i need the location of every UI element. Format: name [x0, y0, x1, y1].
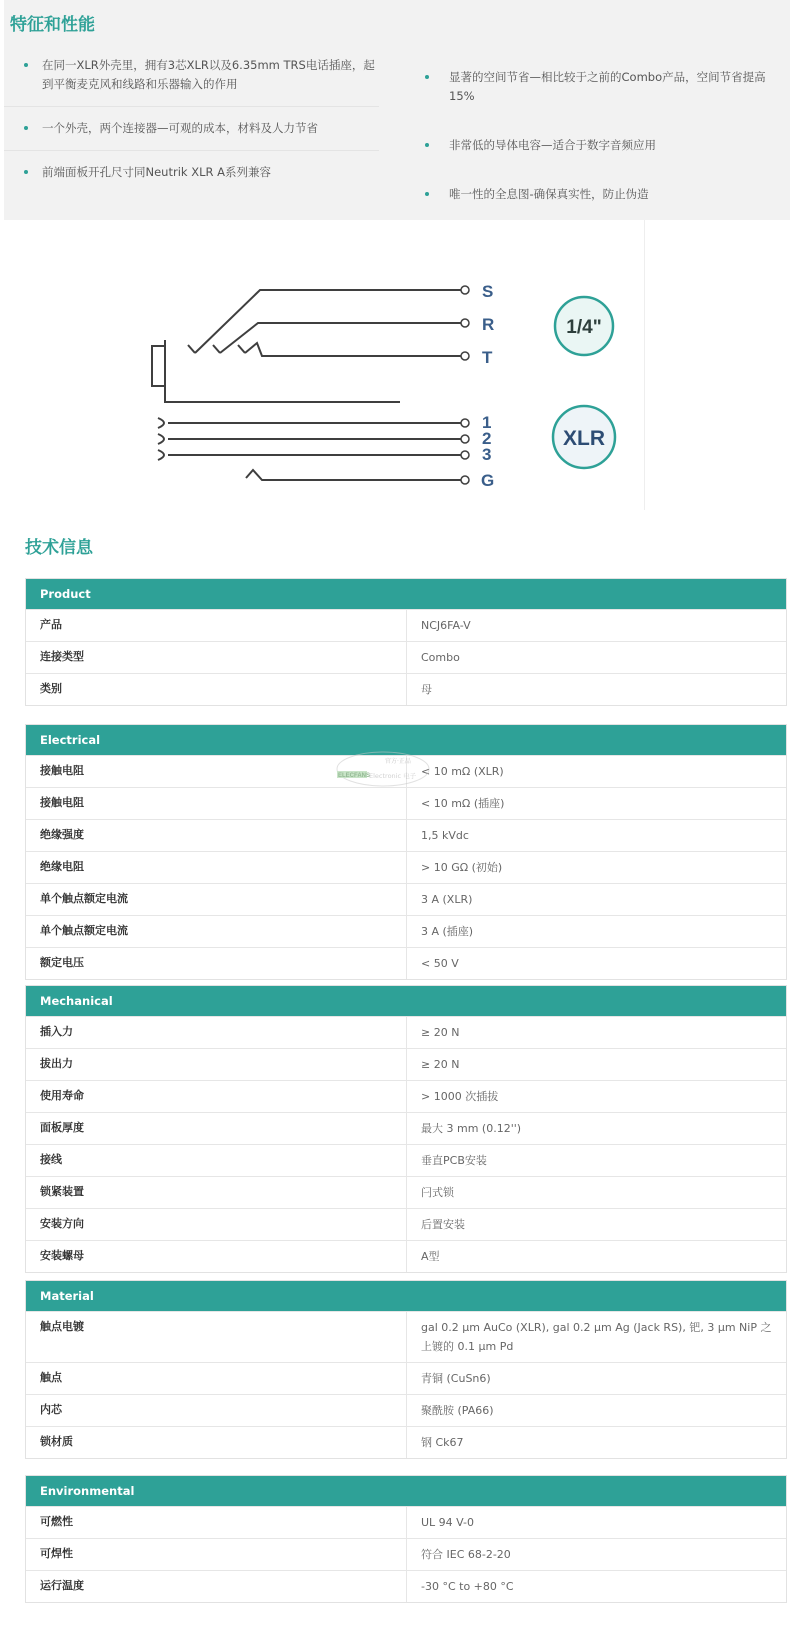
feature-item: 显著的空间节省—相比较于之前的Combo产品，空间节省提高15%: [414, 56, 789, 118]
table-row: 接触电阻 < 10 mΩ (插座): [26, 787, 786, 819]
table-row: 使用寿命 > 1000 次插拔: [26, 1080, 786, 1112]
spec-header: Product: [26, 579, 786, 609]
feature-item: 非常低的导体电容—适合于数字音频应用: [414, 118, 789, 167]
feature-item: 唯一性的全息图-确保真实性，防止伪造: [414, 167, 789, 216]
label-2: 2: [482, 429, 492, 448]
spec-table-material: [25, 1280, 787, 1459]
spec-header: Mechanical: [26, 986, 786, 1016]
table-row: 可燃性 UL 94 V-0: [26, 1506, 786, 1538]
table-row: 触点 青铜 (CuSn6): [26, 1362, 786, 1394]
table-row: 拔出力 ≥ 20 N: [26, 1048, 786, 1080]
label-s: S: [482, 282, 494, 301]
table-row: 锁紧装置 闩式锁: [26, 1176, 786, 1208]
table-row: 锁材质 钢 Ck67: [26, 1426, 786, 1458]
terminal-dots: [461, 286, 469, 484]
label-g: G: [481, 471, 495, 490]
badge-xlr-text: XLR: [563, 427, 605, 450]
table-row: 可焊性 符合 IEC 68-2-20: [26, 1538, 786, 1570]
watermark-logo: [333, 749, 433, 789]
spec-header: Electrical: [26, 725, 786, 755]
bullet-icon: [24, 170, 28, 174]
feature-item: 一个外壳，两个连接器—可观的成本，材料及人力节省: [4, 107, 379, 151]
spec-header: Environmental: [26, 1476, 786, 1506]
tech-title: 技术信息: [25, 538, 93, 558]
bullet-icon: [425, 192, 429, 196]
spec-table-mechanical: [25, 985, 787, 1273]
feature-item: 前端面板开孔尺寸同Neutrik XLR A系列兼容: [4, 151, 379, 194]
watermark-svg: [333, 749, 433, 789]
terminal-labels: [481, 282, 494, 490]
table-row: 绝缘强度 1,5 kVdc: [26, 819, 786, 851]
table-row: 面板厚度 最大 3 mm (0.12''): [26, 1112, 786, 1144]
spec-table-product: [25, 578, 787, 706]
features-right-column: [414, 56, 789, 216]
features-title: 特征和性能: [10, 15, 95, 35]
trs-wires: [152, 290, 462, 480]
svg-text:Electronic 电子: Electronic 电子: [369, 772, 417, 780]
bullet-icon: [24, 126, 28, 130]
label-r: R: [482, 315, 495, 334]
label-t: T: [482, 348, 493, 367]
table-row: 类别 母: [26, 673, 786, 705]
table-row: 绝缘电阻 > 10 GΩ (初始): [26, 851, 786, 883]
svg-text:官方·正品: 官方·正品: [385, 758, 411, 765]
table-row: 运行温度 -30 °C to +80 °C: [26, 1570, 786, 1602]
feature-item: 在同一XLR外壳里，拥有3芯XLR以及6.35mm TRS电话插座，起到平衡麦克风和线路和乐器输入的作用: [4, 44, 379, 107]
table-row: 触点电镀 gal 0.2 µm AuCo (XLR), gal 0.2 µm Ag (Jack RS), 钯, 3 µm NiP 之上镀的 0.1 µm Pd: [26, 1311, 786, 1362]
table-row: 安装方向 后置安装: [26, 1208, 786, 1240]
spec-table-environmental: [25, 1475, 787, 1603]
table-row: 产品 NCJ6FA-V: [26, 609, 786, 641]
table-row: 接线 垂直PCB安装: [26, 1144, 786, 1176]
table-row: 额定电压 < 50 V: [26, 947, 786, 979]
badge-xlr: [553, 406, 615, 468]
spec-header: Material: [26, 1281, 786, 1311]
table-row: 插入力 ≥ 20 N: [26, 1016, 786, 1048]
badge-trs: [555, 297, 613, 355]
table-row: 连接类型 Combo: [26, 641, 786, 673]
svg-text:ELECFANS: ELECFANS: [338, 773, 371, 779]
table-row: 安装螺母 A型: [26, 1240, 786, 1272]
bullet-icon: [24, 63, 28, 67]
wiring-diagram-svg: [0, 220, 645, 510]
features-left-column: [4, 44, 379, 194]
bullet-icon: [425, 143, 429, 147]
bullet-icon: [425, 75, 429, 79]
label-3: 3: [482, 445, 492, 464]
wiring-diagram: [0, 220, 645, 510]
table-row: 接触电阻 < 10 mΩ (XLR): [26, 755, 786, 787]
table-row: 单个触点额定电流 3 A (插座): [26, 915, 786, 947]
table-row: 单个触点额定电流 3 A (XLR): [26, 883, 786, 915]
badge-trs-text: 1/4": [566, 317, 602, 338]
features-panel: [4, 0, 790, 220]
table-row: 内芯 聚酰胺 (PA66): [26, 1394, 786, 1426]
label-1: 1: [482, 413, 492, 432]
